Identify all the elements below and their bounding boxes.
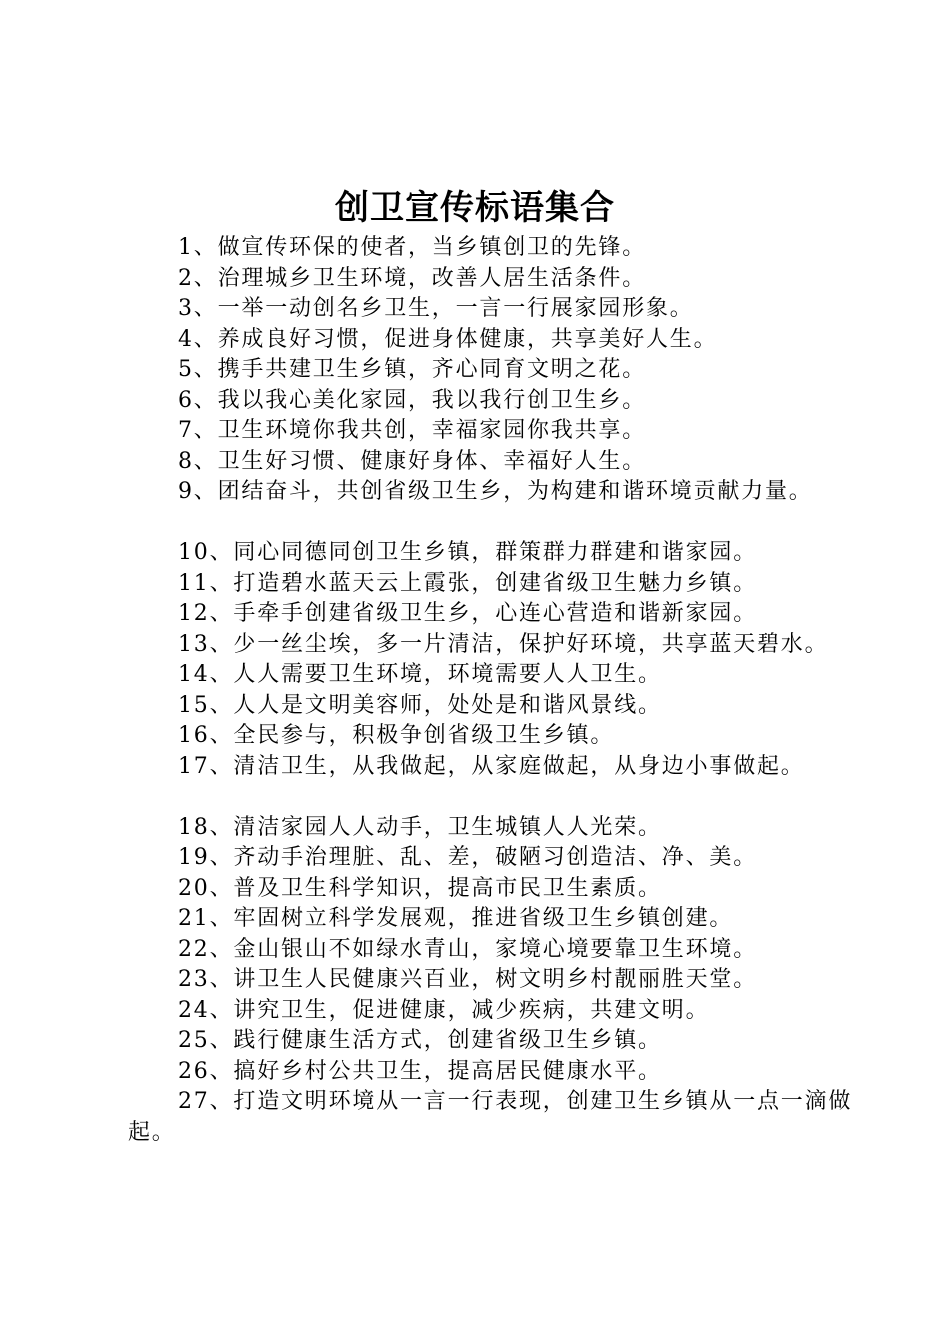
- slogan-item: 16、全民参与，积极争创省级卫生乡镇。: [178, 723, 615, 748]
- blank-line: [128, 508, 858, 539]
- slogan-item: 8、卫生好习惯、健康好身体、幸福好人生。: [178, 448, 646, 474]
- slogan-item: 19、齐动手治理脏、乱、差，破陋习创造洁、净、美。: [178, 845, 757, 870]
- slogan-item: 26、搞好乡村公共卫生，提高居民健康水平。: [178, 1058, 662, 1084]
- slogan-item: 20、普及卫生科学知识，提高市民卫生素质。: [178, 875, 662, 901]
- slogan-item: 5、携手共建卫生乡镇，齐心同育文明之花。: [178, 357, 646, 382]
- slogan-item: 2、治理城乡卫生环境，改善人居生活条件。: [178, 265, 646, 291]
- slogan-item: 6、我以我心美化家园，我以我行创卫生乡。: [178, 387, 646, 413]
- slogan-list: [128, 233, 858, 1148]
- slogan-item: 17、清洁卫生，从我做起，从家庭做起，从身边小事做起。: [178, 753, 805, 779]
- slogan-item: 22、金山银山不如绿水青山，家境心境要靠卫生环境。: [178, 936, 757, 962]
- slogan-item: 18、清洁家园人人动手，卫生城镇人人光荣。: [178, 814, 662, 840]
- slogan-item: 9、团结奋斗，共创省级卫生乡，为构建和谐环境贡献力量。: [178, 479, 813, 504]
- slogan-item: 25、践行健康生活方式，创建省级卫生乡镇。: [178, 1028, 662, 1053]
- slogan-item: 27、打造文明环境从一言一行表现，创建卫生乡镇从一点一滴做起。: [128, 1089, 853, 1145]
- slogan-item: 1、做宣传环保的使者，当乡镇创卫的先锋。: [178, 235, 646, 260]
- slogan-item: 15、人人是文明美容师，处处是和谐风景线。: [178, 692, 662, 718]
- slogan-item: 3、一举一动创名乡卫生，一言一行展家园形象。: [178, 296, 694, 321]
- slogan-item: 10、同心同德同创卫生乡镇，群策群力群建和谐家园。: [178, 540, 757, 565]
- slogan-item: 12、手牵手创建省级卫生乡，心连心营造和谐新家园。: [178, 601, 757, 626]
- slogan-item: 13、少一丝尘埃，多一片清洁，保护好环境，共享蓝天碧水。: [178, 631, 829, 657]
- blank-line: [128, 782, 858, 813]
- slogan-item: 11、打造碧水蓝天云上霞张，创建省级卫生魅力乡镇。: [178, 570, 757, 596]
- slogan-item: 23、讲卫生人民健康兴百业，树文明乡村靓丽胜天堂。: [178, 967, 757, 992]
- slogan-item: 21、牢固树立科学发展观，推进省级卫生乡镇创建。: [178, 906, 734, 931]
- document-title: 创卫宣传标语集合: [335, 188, 615, 228]
- slogan-item: 24、讲究卫生，促进健康，减少疾病，共建文明。: [178, 997, 710, 1023]
- slogan-item: 7、卫生环境你我共创，幸福家园你我共享。: [178, 418, 646, 443]
- slogan-item: 14、人人需要卫生环境，环境需要人人卫生。: [178, 662, 662, 687]
- slogan-item: 4、养成良好习惯，促进身体健康，共享美好人生。: [178, 326, 718, 352]
